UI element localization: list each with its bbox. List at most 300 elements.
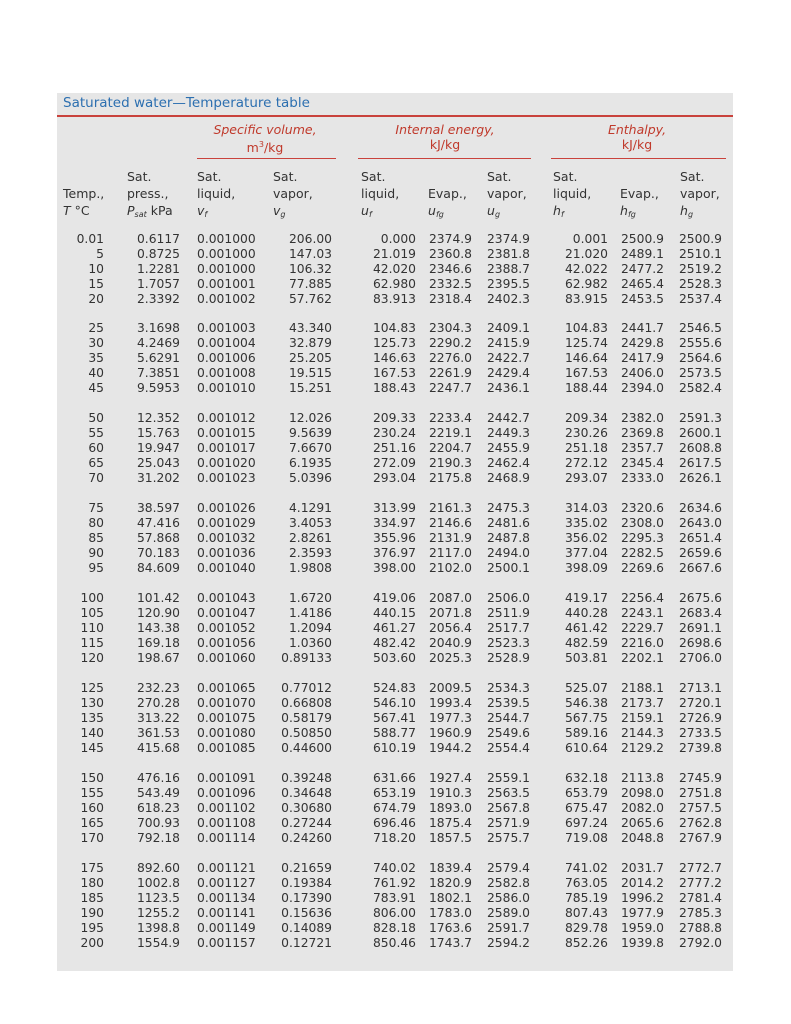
cell-uf: 21.019 [372, 246, 416, 261]
cell-ufg: 2204.7 [428, 440, 472, 455]
cell-vg: 19.515 [288, 365, 332, 380]
table-row [0, 232, 791, 247]
cell-hg: 2528.3 [678, 276, 722, 291]
table-row [0, 771, 791, 786]
cell-hf: 632.18 [564, 771, 608, 785]
cell-press: 270.28 [136, 695, 180, 710]
category-enthalpy-rule [551, 158, 726, 159]
cell-temp: 135 [80, 710, 104, 725]
cell-hf: 807.43 [564, 905, 608, 920]
cell-hg: 2698.6 [678, 635, 722, 650]
cell-hg: 2555.6 [678, 335, 722, 350]
cell-press: 1554.9 [136, 935, 180, 950]
cell-hfg: 2031.7 [620, 861, 664, 875]
cell-temp: 155 [80, 785, 104, 800]
table-row [0, 247, 791, 262]
cell-hf: 104.83 [564, 321, 608, 335]
table-row [0, 696, 791, 711]
cell-temp: 45 [88, 380, 104, 395]
table-row [0, 621, 791, 636]
cell-vg: 1.9808 [288, 560, 332, 575]
table-row [0, 861, 791, 876]
cell-uf: 376.97 [372, 545, 416, 560]
cell-hg: 2706.0 [678, 650, 722, 665]
cell-vg: 1.4186 [288, 605, 332, 620]
cell-temp: 160 [80, 800, 104, 815]
cell-vf: 0.001029 [197, 515, 256, 530]
cell-hg: 2500.9 [678, 232, 722, 246]
title-rule [57, 115, 733, 117]
cell-press: 543.49 [136, 785, 180, 800]
category-specific-volume [195, 122, 335, 155]
cell-vf: 0.001141 [197, 905, 256, 920]
cell-hg: 2537.4 [678, 291, 722, 306]
header-uf: Sat. liquid, $u_f$ [361, 169, 400, 219]
cell-hfg: 2489.1 [620, 246, 664, 261]
cell-hg: 2777.2 [678, 875, 722, 890]
table-row [0, 831, 791, 846]
cell-vf: 0.001043 [197, 591, 256, 605]
cell-ug: 2534.3 [486, 681, 530, 695]
cell-ug: 2554.4 [486, 740, 530, 755]
table-row [0, 321, 791, 336]
cell-vf: 0.001003 [197, 321, 256, 335]
cell-press: 5.6291 [136, 350, 180, 365]
cell-ufg: 2190.3 [428, 455, 472, 470]
cell-temp: 0.01 [76, 232, 104, 246]
cell-uf: 828.18 [372, 920, 416, 935]
cell-ug: 2468.9 [486, 470, 530, 485]
cell-uf: 546.10 [372, 695, 416, 710]
table-row [0, 591, 791, 606]
cell-temp: 110 [80, 620, 104, 635]
cell-press: 9.5953 [136, 380, 180, 395]
cell-hg: 2720.1 [678, 695, 722, 710]
cell-press: 19.947 [136, 440, 180, 455]
cell-hfg: 2333.0 [620, 470, 664, 485]
cell-vg: 0.21659 [281, 861, 332, 875]
cell-vf: 0.001149 [197, 920, 256, 935]
cell-ufg: 2360.8 [428, 246, 472, 261]
cell-hf: 482.59 [564, 635, 608, 650]
cell-ufg: 1944.2 [428, 740, 472, 755]
cell-hg: 2519.2 [678, 261, 722, 276]
cell-hg: 2792.0 [678, 935, 722, 950]
cell-vf: 0.001001 [197, 276, 256, 291]
cell-hg: 2600.1 [678, 425, 722, 440]
cell-ufg: 2332.5 [428, 276, 472, 291]
cell-vg: 0.19384 [281, 875, 332, 890]
cell-temp: 70 [88, 470, 104, 485]
cell-ufg: 2290.2 [428, 335, 472, 350]
cell-hfg: 2243.1 [620, 605, 664, 620]
cell-hfg: 2065.6 [620, 815, 664, 830]
cell-hf: 188.44 [564, 380, 608, 395]
cell-ug: 2539.5 [486, 695, 530, 710]
cell-uf: 482.42 [372, 635, 416, 650]
cell-uf: 272.09 [372, 455, 416, 470]
cell-temp: 10 [88, 261, 104, 276]
cell-hg: 2573.5 [678, 365, 722, 380]
cell-press: 1002.8 [136, 875, 180, 890]
cell-hf: 356.02 [564, 530, 608, 545]
cell-vg: 15.251 [288, 380, 332, 395]
cell-uf: 610.19 [372, 740, 416, 755]
cell-temp: 105 [80, 605, 104, 620]
cell-hfg: 2406.0 [620, 365, 664, 380]
cell-hfg: 2159.1 [620, 710, 664, 725]
cell-temp: 180 [80, 875, 104, 890]
cell-uf: 355.96 [372, 530, 416, 545]
cell-press: 12.352 [136, 411, 180, 425]
cell-temp: 140 [80, 725, 104, 740]
cell-vg: 77.885 [288, 276, 332, 291]
cell-temp: 120 [80, 650, 104, 665]
header-ufg: Evap., $u_{fg}$ [428, 186, 467, 219]
cell-vf: 0.001023 [197, 470, 256, 485]
table-row [0, 876, 791, 891]
cell-vg: 0.15636 [281, 905, 332, 920]
table-row [0, 606, 791, 621]
cell-uf: 440.15 [372, 605, 416, 620]
category-enthalpy-unit: kJ/kg [621, 137, 653, 152]
cell-vf: 0.001010 [197, 380, 256, 395]
cell-vf: 0.001036 [197, 545, 256, 560]
category-internal-energy [360, 122, 530, 152]
cell-hf: 125.74 [564, 335, 608, 350]
table-row [0, 441, 791, 456]
cell-ufg: 2009.5 [428, 681, 472, 695]
cell-vf: 0.001020 [197, 455, 256, 470]
cell-uf: 146.63 [372, 350, 416, 365]
cell-uf: 293.04 [372, 470, 416, 485]
cell-ufg: 2161.3 [428, 501, 472, 515]
cell-hfg: 2369.8 [620, 425, 664, 440]
cell-ug: 2511.9 [486, 605, 530, 620]
table-row [0, 516, 791, 531]
cell-press: 101.42 [136, 591, 180, 605]
cell-hfg: 2188.1 [620, 681, 664, 695]
cell-press: 4.2469 [136, 335, 180, 350]
cell-temp: 115 [80, 635, 104, 650]
cell-hf: 440.28 [564, 605, 608, 620]
cell-temp: 125 [80, 681, 104, 695]
cell-temp: 175 [80, 861, 104, 875]
cell-temp: 20 [88, 291, 104, 306]
cell-ufg: 2087.0 [428, 591, 472, 605]
cell-ufg: 1763.6 [428, 920, 472, 935]
cell-ufg: 1820.9 [428, 875, 472, 890]
cell-temp: 90 [88, 545, 104, 560]
cell-vg: 12.026 [288, 411, 332, 425]
cell-press: 892.60 [136, 861, 180, 875]
cell-hg: 2733.5 [678, 725, 722, 740]
cell-hg: 2745.9 [678, 771, 722, 785]
cell-vf: 0.001060 [197, 650, 256, 665]
cell-hf: 83.915 [564, 291, 608, 306]
table-row [0, 726, 791, 741]
cell-press: 1.7057 [136, 276, 180, 291]
cell-temp: 195 [80, 920, 104, 935]
cell-temp: 190 [80, 905, 104, 920]
cell-uf: 104.83 [372, 321, 416, 335]
cell-hfg: 2113.8 [620, 771, 664, 785]
cell-vf: 0.001006 [197, 350, 256, 365]
cell-ufg: 2318.4 [428, 291, 472, 306]
cell-vg: 57.762 [288, 291, 332, 306]
cell-vf: 0.001075 [197, 710, 256, 725]
cell-hg: 2683.4 [678, 605, 722, 620]
cell-uf: 251.16 [372, 440, 416, 455]
cell-ufg: 2233.4 [428, 411, 472, 425]
cell-vf: 0.001121 [197, 861, 256, 875]
cell-vg: 206.00 [288, 232, 332, 246]
cell-temp: 35 [88, 350, 104, 365]
cell-press: 25.043 [136, 455, 180, 470]
cell-hf: 653.79 [564, 785, 608, 800]
cell-vg: 0.66808 [281, 695, 332, 710]
cell-hg: 2591.3 [678, 411, 722, 425]
cell-hg: 2713.1 [678, 681, 722, 695]
cell-ug: 2487.8 [486, 530, 530, 545]
cell-ug: 2449.3 [486, 425, 530, 440]
cell-hf: 697.24 [564, 815, 608, 830]
cell-uf: 42.020 [372, 261, 416, 276]
cell-press: 169.18 [136, 635, 180, 650]
cell-vg: 0.12721 [281, 935, 332, 950]
cell-ufg: 2219.1 [428, 425, 472, 440]
cell-vf: 0.001032 [197, 530, 256, 545]
table-row [0, 531, 791, 546]
cell-hf: 398.09 [564, 560, 608, 575]
cell-press: 1.2281 [136, 261, 180, 276]
cell-vf: 0.001008 [197, 365, 256, 380]
cell-uf: 567.41 [372, 710, 416, 725]
cell-hg: 2626.1 [678, 470, 722, 485]
cell-uf: 313.99 [372, 501, 416, 515]
table-row [0, 786, 791, 801]
cell-hf: 146.64 [564, 350, 608, 365]
cell-vg: 2.8261 [288, 530, 332, 545]
cell-vg: 1.2094 [288, 620, 332, 635]
cell-uf: 125.73 [372, 335, 416, 350]
cell-ufg: 1857.5 [428, 830, 472, 845]
cell-ufg: 1802.1 [428, 890, 472, 905]
cell-hg: 2510.1 [678, 246, 722, 261]
cell-hfg: 2429.8 [620, 335, 664, 350]
cell-ug: 2579.4 [486, 861, 530, 875]
cell-vg: 147.03 [288, 246, 332, 261]
cell-press: 1123.5 [136, 890, 180, 905]
cell-hg: 2781.4 [678, 890, 722, 905]
cell-hg: 2751.8 [678, 785, 722, 800]
category-internal-energy-unit: kJ/kg [429, 137, 461, 152]
cell-vg: 0.39248 [281, 771, 332, 785]
cell-hfg: 1939.8 [620, 935, 664, 950]
cell-hfg: 2282.5 [620, 545, 664, 560]
header-press: Sat. press., $P_{sat}$ kPa [127, 169, 173, 219]
cell-ug: 2475.3 [486, 501, 530, 515]
table-row [0, 426, 791, 441]
cell-hg: 2667.6 [678, 560, 722, 575]
cell-temp: 85 [88, 530, 104, 545]
cell-vg: 32.879 [288, 335, 332, 350]
cell-press: 415.68 [136, 740, 180, 755]
cell-hf: 0.001 [572, 232, 608, 246]
cell-vg: 7.6670 [288, 440, 332, 455]
cell-press: 792.18 [136, 830, 180, 845]
cell-press: 361.53 [136, 725, 180, 740]
cell-ug: 2563.5 [486, 785, 530, 800]
cell-vf: 0.001102 [197, 800, 256, 815]
cell-vg: 0.14089 [281, 920, 332, 935]
cell-hfg: 2453.5 [620, 291, 664, 306]
table-row [0, 336, 791, 351]
cell-ug: 2528.9 [486, 650, 530, 665]
cell-press: 476.16 [136, 771, 180, 785]
cell-vf: 0.001065 [197, 681, 256, 695]
cell-vf: 0.001056 [197, 635, 256, 650]
cell-ufg: 2071.8 [428, 605, 472, 620]
cell-vg: 5.0396 [288, 470, 332, 485]
table-row [0, 816, 791, 831]
cell-hg: 2634.6 [678, 501, 722, 515]
cell-hg: 2675.6 [678, 591, 722, 605]
cell-temp: 165 [80, 815, 104, 830]
cell-ufg: 1977.3 [428, 710, 472, 725]
cell-vf: 0.001002 [197, 291, 256, 306]
cell-hf: 852.26 [564, 935, 608, 950]
cell-hfg: 2357.7 [620, 440, 664, 455]
cell-press: 38.597 [136, 501, 180, 515]
cell-vg: 2.3593 [288, 545, 332, 560]
cell-vg: 0.17390 [281, 890, 332, 905]
cell-ug: 2517.7 [486, 620, 530, 635]
cell-ug: 2523.3 [486, 635, 530, 650]
table-row [0, 906, 791, 921]
table-row [0, 411, 791, 426]
cell-hf: 461.42 [564, 620, 608, 635]
cell-vf: 0.001052 [197, 620, 256, 635]
cell-vg: 4.1291 [288, 501, 332, 515]
cell-press: 232.23 [136, 681, 180, 695]
table-row [0, 501, 791, 516]
cell-ug: 2402.3 [486, 291, 530, 306]
cell-hfg: 2394.0 [620, 380, 664, 395]
table-row [0, 351, 791, 366]
cell-press: 143.38 [136, 620, 180, 635]
cell-press: 0.8725 [136, 246, 180, 261]
cell-uf: 674.79 [372, 800, 416, 815]
cell-uf: 588.77 [372, 725, 416, 740]
cell-hf: 419.17 [564, 591, 608, 605]
cell-temp: 50 [88, 411, 104, 425]
cell-vf: 0.001134 [197, 890, 256, 905]
cell-temp: 95 [88, 560, 104, 575]
cell-hg: 2582.4 [678, 380, 722, 395]
cell-press: 15.763 [136, 425, 180, 440]
cell-vf: 0.001047 [197, 605, 256, 620]
table-row [0, 262, 791, 277]
cell-vg: 106.32 [288, 261, 332, 276]
cell-ug: 2500.1 [486, 560, 530, 575]
cell-hfg: 2295.3 [620, 530, 664, 545]
cell-hf: 567.75 [564, 710, 608, 725]
cell-hfg: 2320.6 [620, 501, 664, 515]
cell-hfg: 2216.0 [620, 635, 664, 650]
cell-hf: 314.03 [564, 501, 608, 515]
cell-hfg: 2098.0 [620, 785, 664, 800]
cell-hf: 21.020 [564, 246, 608, 261]
cell-hfg: 2269.6 [620, 560, 664, 575]
cell-hfg: 2129.2 [620, 740, 664, 755]
cell-temp: 15 [88, 276, 104, 291]
cell-ufg: 2056.4 [428, 620, 472, 635]
cell-temp: 130 [80, 695, 104, 710]
cell-ug: 2462.4 [486, 455, 530, 470]
cell-ufg: 1927.4 [428, 771, 472, 785]
cell-ug: 2586.0 [486, 890, 530, 905]
cell-ug: 2395.5 [486, 276, 530, 291]
cell-uf: 419.06 [372, 591, 416, 605]
cell-hf: 272.12 [564, 455, 608, 470]
cell-vg: 43.340 [288, 321, 332, 335]
cell-hf: 167.53 [564, 365, 608, 380]
cell-ug: 2544.7 [486, 710, 530, 725]
cell-hfg: 2465.4 [620, 276, 664, 291]
table-row [0, 801, 791, 816]
table-row [0, 681, 791, 696]
cell-hfg: 2345.4 [620, 455, 664, 470]
cell-press: 70.183 [136, 545, 180, 560]
cell-vg: 6.1935 [288, 455, 332, 470]
cell-uf: 653.19 [372, 785, 416, 800]
cell-hfg: 1977.9 [620, 905, 664, 920]
cell-hfg: 1996.2 [620, 890, 664, 905]
cell-hg: 2564.6 [678, 350, 722, 365]
cell-hfg: 2173.7 [620, 695, 664, 710]
cell-vf: 0.001091 [197, 771, 256, 785]
cell-ug: 2589.0 [486, 905, 530, 920]
cell-ufg: 1910.3 [428, 785, 472, 800]
cell-hfg: 2382.0 [620, 411, 664, 425]
cell-uf: 83.913 [372, 291, 416, 306]
cell-hf: 546.38 [564, 695, 608, 710]
cell-ug: 2429.4 [486, 365, 530, 380]
cell-uf: 209.33 [372, 411, 416, 425]
cell-temp: 170 [80, 830, 104, 845]
cell-temp: 200 [80, 935, 104, 950]
cell-hg: 2546.5 [678, 321, 722, 335]
cell-ug: 2594.2 [486, 935, 530, 950]
table-row [0, 636, 791, 651]
table-row [0, 292, 791, 307]
cell-vg: 1.6720 [288, 591, 332, 605]
cell-hf: 335.02 [564, 515, 608, 530]
cell-temp: 65 [88, 455, 104, 470]
cell-vg: 3.4053 [288, 515, 332, 530]
cell-vg: 0.89133 [281, 650, 332, 665]
cell-press: 1398.8 [136, 920, 180, 935]
cell-vf: 0.001070 [197, 695, 256, 710]
cell-hf: 719.08 [564, 830, 608, 845]
cell-vf: 0.001000 [197, 246, 256, 261]
cell-hf: 230.26 [564, 425, 608, 440]
category-specific-volume-label: Specific volume, [213, 122, 317, 137]
cell-hg: 2651.4 [678, 530, 722, 545]
category-internal-energy-label: Internal energy, [395, 122, 495, 137]
cell-hg: 2739.8 [678, 740, 722, 755]
